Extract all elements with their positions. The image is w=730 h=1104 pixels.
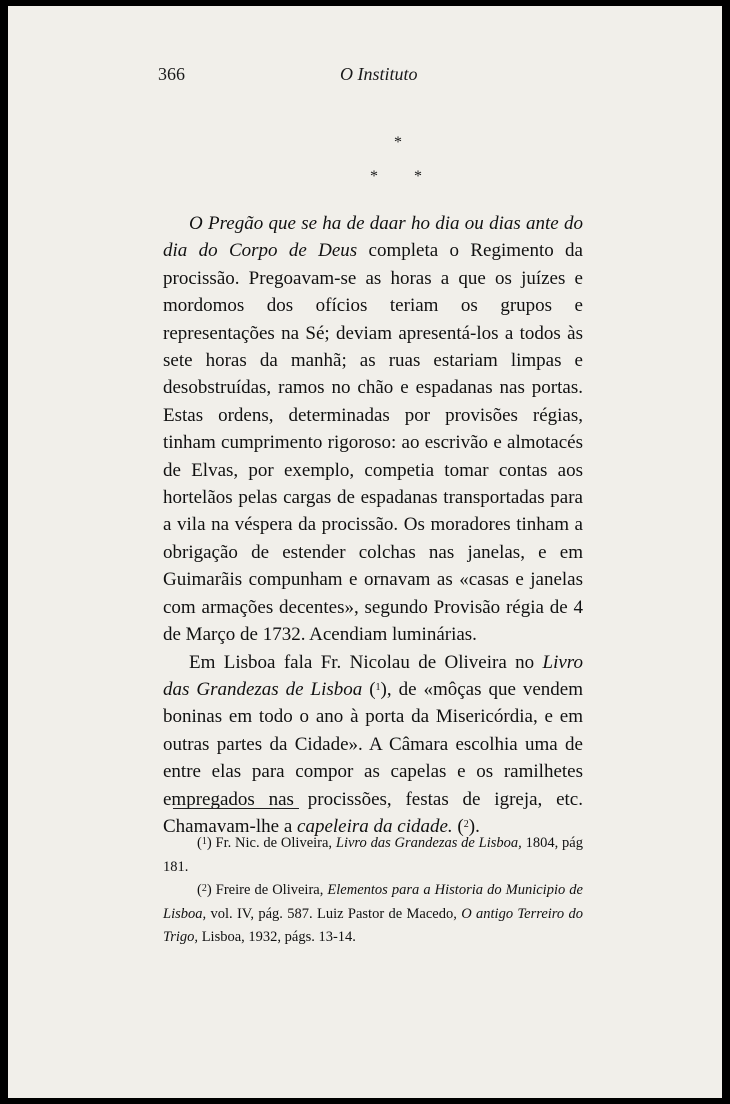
paragraph-2: Em Lisboa fala Fr. Nicolau de Oliveira no Livro das Grandezas de Lisboa ($^1$), de «môças que vendem boninas em todo o ano à porta da Misericórdia, e em outras partes da Cidade». A Câmara escolhia uma de entre elas para compor as capelas e os ramilhetes empregados nas procissões, festas de igreja, etc. Chamavam-lhe a capeleira da cidade. ($^2$).	[163, 651, 583, 837]
footnote-ref-2[interactable]: 2	[463, 818, 469, 830]
asterism-star-top: *	[394, 134, 402, 151]
footnote-2: ($^2$) Freire de Oliveira, Elementos para a Historia do Municipio de Lisboa, vol. IV, pág. 587. Luiz Pastor de Macedo, O antigo Terreiro do Trigo, Lisboa, 1932, págs. 13-14.	[163, 882, 583, 945]
footnote-divider	[173, 808, 299, 809]
body-text	[163, 210, 583, 840]
page-header	[158, 64, 578, 94]
running-title: O Instituto	[340, 64, 418, 84]
pregao-title: O Pregão que se ha de daar ho dia ou dias ante do dia do Corpo de Deus	[163, 213, 583, 262]
capeleira-term: capeleira da cidade.	[297, 815, 453, 837]
footnote-ref-1[interactable]: 1	[375, 681, 381, 693]
footnote-1: ($^1$) Fr. Nic. de Oliveira, Livro das Grandezas de Lisboa, 1804, pág 181.	[163, 835, 583, 875]
asterism-star-left: *	[370, 168, 378, 185]
asterism-star-right: *	[414, 168, 422, 185]
book-page	[8, 6, 722, 1098]
page-number: 366	[158, 64, 185, 84]
footnotes	[163, 832, 583, 950]
book-title: Livro das Grandezas de Lisboa	[163, 651, 583, 700]
paragraph-1: O Pregão que se ha de daar ho dia ou dias ante do dia do Corpo de Deus completa o Regimento da procissão. Pregoavam-se as horas a que os juízes e mordomos dos ofícios teriam os grupos e representações na Sé; deviam apresentá-los a todos às sete horas da manhã; as ruas estariam limpas e desobstruídas, ramos no chão e espadanas nas portas. Estas ordens, determinadas por provisões régias, tinham cumprimento rigoroso: ao escrivão e almotacés de Elvas, por exemplo, competia tomar contas aos hortelãos pelas cargas de espadanas transportadas para a vila na véspera da procissão. Os moradores tinham a obrigação de estender colchas nas janelas, e em Guimarãis compunham e ornavam as «casas e janelas com armações decentes», segundo Provisão régia de 4 de Março de 1732. Acendiam luminárias.	[163, 213, 583, 646]
